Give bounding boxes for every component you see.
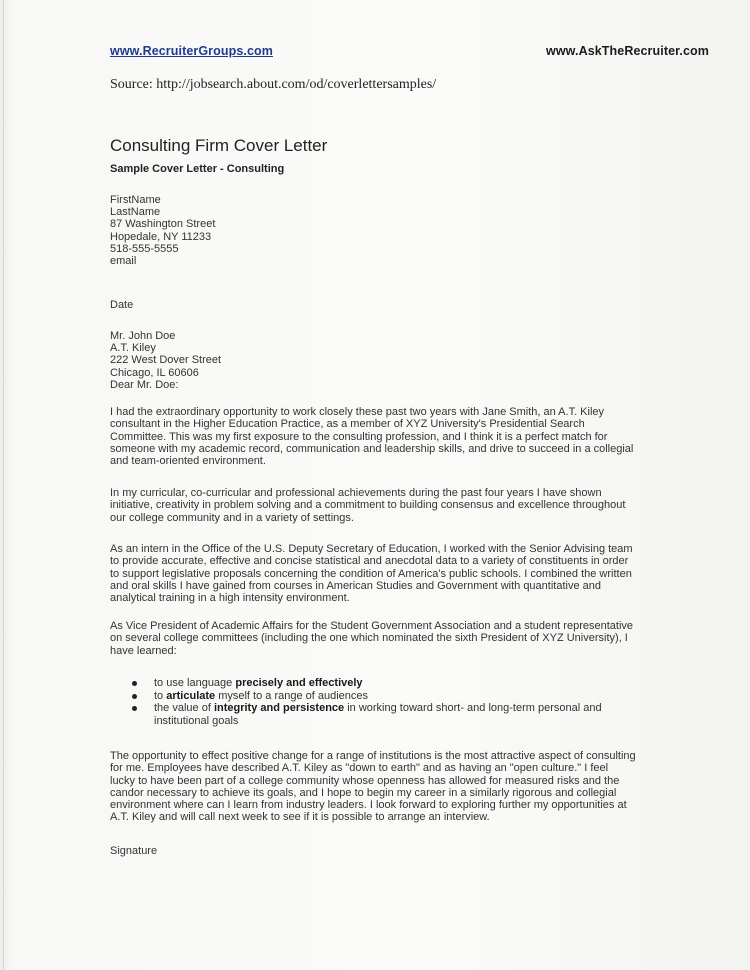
text-line: In my curricular, co-curricular and professional achievements during the past four years I have shown — [110, 487, 602, 499]
item-emphasis: precisely and effectively — [235, 677, 363, 689]
sender-line: email — [110, 255, 137, 268]
text-line: lucky to have been part of a college community whose openness has allowed for measured risks and the — [110, 774, 620, 787]
item-text: to use language — [154, 677, 236, 689]
asktherecruiter-link[interactable]: www.AskTheRecruiter.com — [546, 44, 709, 58]
item-text: to — [154, 689, 167, 702]
item-text: in working toward short- and long-term personal and — [344, 702, 602, 715]
body-paragraph-4 — [110, 620, 640, 657]
sender-line: 518-555-5555 — [110, 242, 179, 255]
text-line: consultant in the Higher Education Practice, as a member of XYZ University's Presidential Search — [110, 418, 585, 431]
bullet-icon — [132, 694, 137, 699]
page-edge — [3, 0, 4, 970]
page-title: Consulting Firm Cover Letter — [110, 136, 328, 155]
item-text: myself to a range of audiences — [215, 689, 369, 702]
bullet-icon — [132, 706, 137, 711]
recipient-line: A.T. Kiley — [110, 342, 156, 355]
text-line: A.T. Kiley and will call next week to see if it is possible to arrange an interview. — [110, 811, 490, 824]
recruitergroups-link[interactable]: www.RecruiterGroups.com — [110, 44, 273, 58]
text-line: on several college committees (including the one which nominated the sixth President of XYZ University), I — [110, 632, 628, 645]
text-line: for me. Employees have described A.T. Kiley as "down to earth" and as having an "open culture." I feel — [110, 762, 609, 775]
item-emphasis: articulate — [166, 689, 216, 702]
text-line: and oral skills I have gained from courses in American Studies and Government with quantitative and — [110, 579, 601, 592]
recipient-line: Mr. John Doe — [110, 330, 176, 342]
sender-line: LastName — [110, 206, 161, 219]
text-line: someone with my academic record, communication and leadership skills, and drive to succeed in a collegial — [110, 442, 634, 455]
sender-address — [110, 194, 215, 267]
text-line: I had the extraordinary opportunity to work closely these past two years with Jane Smith, an A.T. Kiley — [110, 406, 605, 418]
text-line: candor necessary to achieve its goals, and I hope to begin my career in a similarly rigorous and collegial — [110, 786, 617, 799]
text-line: The opportunity to effect positive change for a range of institutions is the most attractive aspect of consulting — [110, 750, 636, 762]
body-paragraph-3 — [110, 543, 640, 604]
sender-line: 87 Washington Street — [110, 218, 216, 231]
text-line: to provide accurate, effective and concise statistical and anecdotal data to a variety of constituents in order — [110, 555, 629, 568]
recipient-address — [110, 330, 221, 391]
text-line: environment where can I learn from industry leaders. I look forward to exploring further my opportunities at — [110, 799, 627, 812]
list-item — [130, 690, 602, 703]
item-text: the value of — [154, 702, 214, 715]
page-subtitle: Sample Cover Letter - Consulting — [110, 163, 285, 175]
salutation: Dear Mr. Doe: — [110, 378, 179, 391]
body-paragraph-1 — [110, 406, 640, 467]
text-line: As an intern in the Office of the U.S. Deputy Secretary of Education, I worked with the Senior Advising team — [110, 543, 633, 555]
list-item-continuation: institutional goals — [154, 714, 239, 727]
sender-line: FirstName — [110, 194, 161, 206]
text-line: analytical training in a high intensity environment. — [110, 592, 350, 605]
text-line: to support legislative proposals concerning the condition of America's public schools. I combined the written — [110, 567, 632, 580]
list-item — [130, 677, 602, 690]
recipient-line: Chicago, IL 60606 — [110, 366, 199, 379]
closing-paragraph — [110, 750, 640, 824]
text-line: Committee. This was my first exposure to the consulting profession, and I think it is a perfect match for — [110, 430, 608, 443]
bullet-icon — [132, 681, 137, 686]
source-line: Source: http://jobsearch.about.com/od/coverlettersamples/ — [110, 77, 437, 92]
text-line: have learned: — [110, 644, 177, 657]
date-label: Date — [110, 299, 134, 311]
text-line: our college community and in a variety of settings. — [110, 511, 354, 524]
text-line: and team-oriented environment. — [110, 455, 266, 468]
text-line: initiative, creativity in problem solving and a commitment to building consensus and excellence throughout — [110, 499, 626, 512]
text-line: As Vice President of Academic Affairs for the Student Government Association and a student representative — [110, 620, 634, 632]
learned-list — [130, 677, 602, 727]
signature: Signature — [110, 845, 158, 857]
list-item — [130, 702, 602, 715]
recipient-line: 222 West Dover Street — [110, 354, 222, 367]
item-emphasis: integrity and persistence — [213, 702, 345, 715]
date-line — [110, 299, 133, 311]
sender-line: Hopedale, NY 11233 — [110, 230, 212, 243]
body-paragraph-2 — [110, 487, 640, 524]
